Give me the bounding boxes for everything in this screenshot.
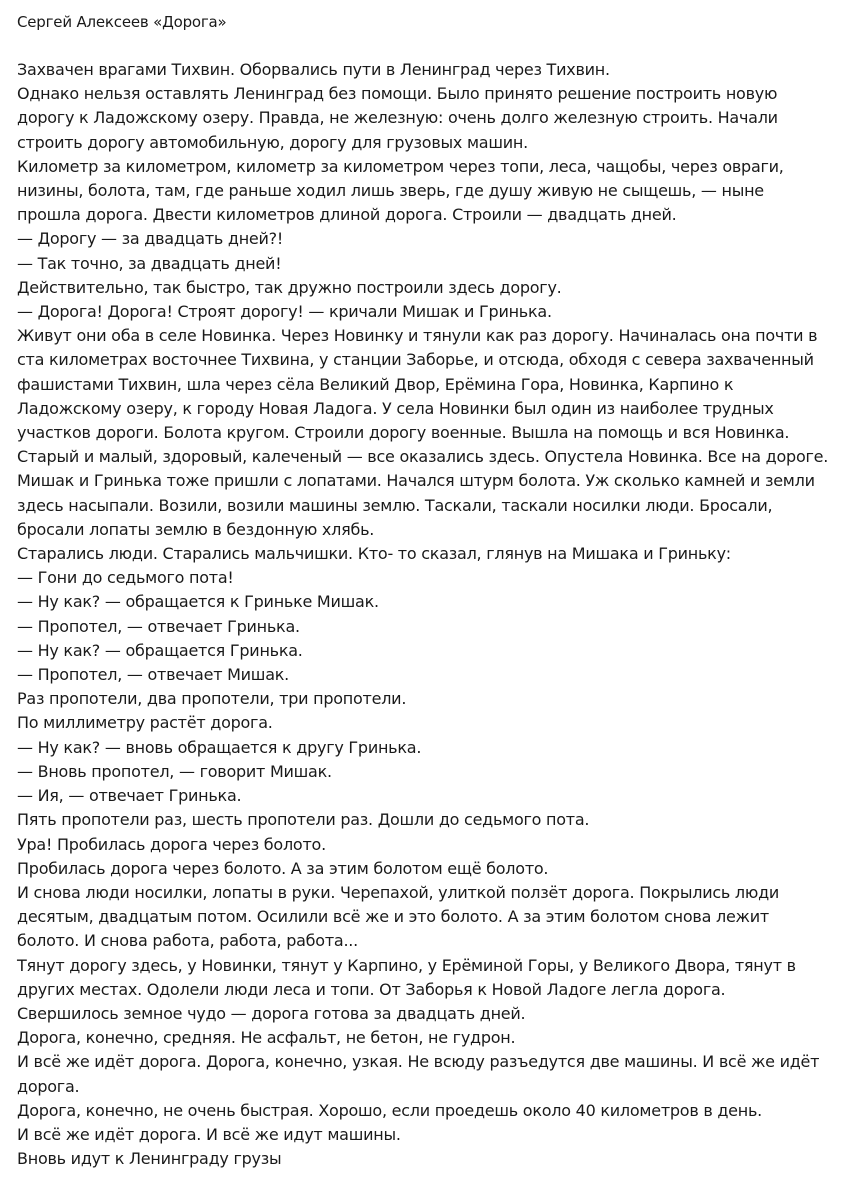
paragraph-18: И всё же идёт дорога. И всё же идут машины. [17, 1124, 401, 1144]
paragraph-4: Действительно, так быстро, так дружно построили здесь дорогу. [17, 277, 562, 297]
dialogue-line-4: — Гони до седьмого пота! [17, 568, 234, 588]
paragraph-17: Дорога, конечно, не очень быстрая. Хорошо, если проедешь около 40 километров в день. [17, 1100, 762, 1120]
dialogue-line-3: — Дорога! Дорога! Строят дорогу! — кричали Мишак и Гринька. [17, 302, 552, 322]
paragraph-15: Дорога, конечно, средняя. Не асфальт, не бетон, не гудрон. [17, 1028, 516, 1048]
paragraph-12: И снова люди носилки, лопаты в руки. Черепахой, улиткой ползёт дорога. Покрылись люди десятым, двадцатым потом. Осилили всё же и это болото. А за этим болотом снова лежит болото. И снова работа, работа, работа... [17, 882, 780, 951]
document-body [17, 58, 832, 1171]
dialogue-line-10: — Вновь пропотел, — говорит Мишак. [17, 761, 332, 781]
paragraph-1: Захвачен врагами Тихвин. Оборвались пути в Ленинград через Тихвин. [17, 60, 610, 79]
paragraph-9: Пять пропотели раз, шесть пропотели раз. Дошли до седьмого пота. [17, 810, 590, 830]
paragraph-11: Пробилась дорога через болото. А за этим болотом ещё болото. [17, 858, 549, 878]
paragraph-3: Километр за километром, километр за километром через топи, леса, чащобы, через овраги, низины, болота, там, где раньше ходил лишь зверь, где душу живую не сыщешь, — ныне прошла дорога. Двести километров длиной дорога. Строили — двадцать дней. [17, 156, 784, 225]
dialogue-line-7: — Ну как? — обращается Гринька. [17, 640, 303, 660]
paragraph-10: Ура! Пробилась дорога через болото. [17, 834, 326, 854]
paragraph-13: Тянут дорогу здесь, у Новинки, тянут у Карпино, у Ерёминой Горы, у Великого Двора, тянут в других местах. Одолели люди леса и топи. От Заборья к Новой Ладоге легла дорога. [17, 955, 796, 999]
paragraph-8: По миллиметру растёт дорога. [17, 713, 273, 733]
dialogue-line-8: — Пропотел, — отвечает Мишак. [17, 665, 289, 685]
dialogue-line-1: — Дорогу — за двадцать дней?! [17, 229, 284, 249]
paragraph-2: Однако нельзя оставлять Ленинград без помощи. Было принято решение построить новую дорогу к Ладожскому озеру. Правда, не железную: очень долго железную строить. Начали строить дорогу автомобильную, дорогу для грузовых машин. [17, 84, 778, 152]
dialogue-line-11: — Ия, — отвечает Гринька. [17, 786, 242, 806]
document-title: Сергей Алексеев «Дорога» [17, 13, 227, 31]
dialogue-line-5: — Ну как? — обращается к Гриньке Мишак. [17, 592, 379, 612]
dialogue-line-9: — Ну как? — вновь обращается к другу Гринька. [17, 737, 422, 757]
dialogue-line-6: — Пропотел, — отвечает Гринька. [17, 616, 300, 636]
paragraph-5: Живут они оба в селе Новинка. Через Новинку и тянули как раз дорогу. Начиналась она почти в ста километрах восточнее Тихвина, у станции Заборье, и отсюда, обходя с севера захваченный фашистами Тихвин, шла через сёла Великий Двор, Ерёмина Гора, Новинка, Карпино к Ладожскому озеру, к городу Новая Ладога. У села Новинки был один из наиболее трудных участков дороги. Болота кругом. Строили дорогу военные. Вышла на помощь и вся Новинка. Старый и малый, здоровый, калеченый — все оказались здесь. Опустела Новинка. Все на дороге. Мишак и Гринька тоже пришли с лопатами. Начался штурм болота. Уж сколько камней и земли здесь насыпали. Возили, возили машины землю. Таскали, таскали носилки люди. Бросали, бросали лопаты землю в бездонную хлябь. [17, 326, 829, 539]
paragraph-6: Старались люди. Старались мальчишки. Кто- то сказал, глянув на Мишака и Гриньку: [17, 544, 731, 564]
paragraph-19: Вновь идут к Ленинграду грузы [17, 1149, 282, 1169]
paragraph-16: И всё же идёт дорога. Дорога, конечно, узкая. Не всюду разъедутся две машины. И всё же идёт дорога. [17, 1052, 820, 1096]
paragraph-7: Раз пропотели, два пропотели, три пропотели. [17, 689, 407, 709]
paragraph-14: Свершилось земное чудо — дорога готова за двадцать дней. [17, 1003, 526, 1023]
dialogue-line-2: — Так точно, за двадцать дней! [17, 253, 282, 273]
